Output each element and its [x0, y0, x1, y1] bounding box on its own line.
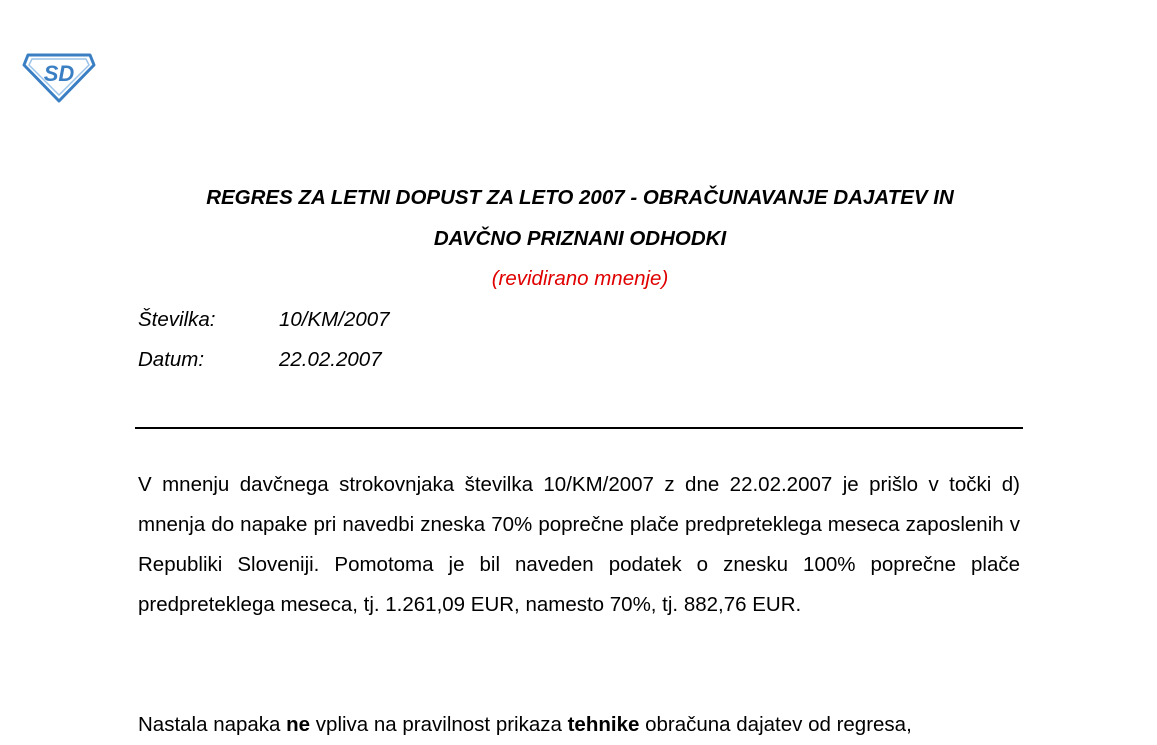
- paragraph2-text-2: vpliva na pravilnost prikaza: [310, 713, 568, 736]
- document-title-line-1: REGRES ZA LETNI DOPUST ZA LETO 2007 - OBRAČUNAVANJE DAJATEV IN: [206, 186, 954, 209]
- paragraph2-bold-2: tehnike: [567, 713, 640, 736]
- document-title-line-2: DAVČNO PRIZNANI ODHODKI: [433, 227, 727, 250]
- date-value: 22.02.2007: [279, 348, 382, 371]
- paragraph2-text-1: Nastala napaka: [138, 713, 287, 736]
- logo-lettering: SD: [43, 61, 75, 86]
- number-row: [138, 300, 390, 340]
- paragraph2-text-3: obračuna dajatev od regresa,: [639, 713, 912, 736]
- sd-logo-icon: [22, 48, 96, 104]
- number-label: Številka:: [138, 308, 216, 331]
- number-value: 10/KM/2007: [279, 308, 390, 331]
- date-label: Datum:: [138, 348, 205, 371]
- date-row: [138, 340, 382, 380]
- document-subtitle: (revidirano mnenje): [491, 267, 669, 290]
- paragraph2-bold-1: ne: [286, 713, 311, 736]
- body-paragraph-2: [138, 705, 1020, 745]
- body-paragraph-1: V mnenju davčnega strokovnjaka številka 10/KM/2007 z dne 22.02.2007 je prišlo v točki d) mnenja do napake pri navedbi zneska 70% poprečne plače predpreteklega meseca zaposlenih v Republiki Sloveniji. Pomotoma je bil naveden podatek o znesku 100% poprečne plače predpreteklega meseca, tj. 1.261,09 EUR, namesto 70%, tj. 882,76 EUR.: [138, 473, 1020, 616]
- horizontal-divider: [135, 427, 1023, 429]
